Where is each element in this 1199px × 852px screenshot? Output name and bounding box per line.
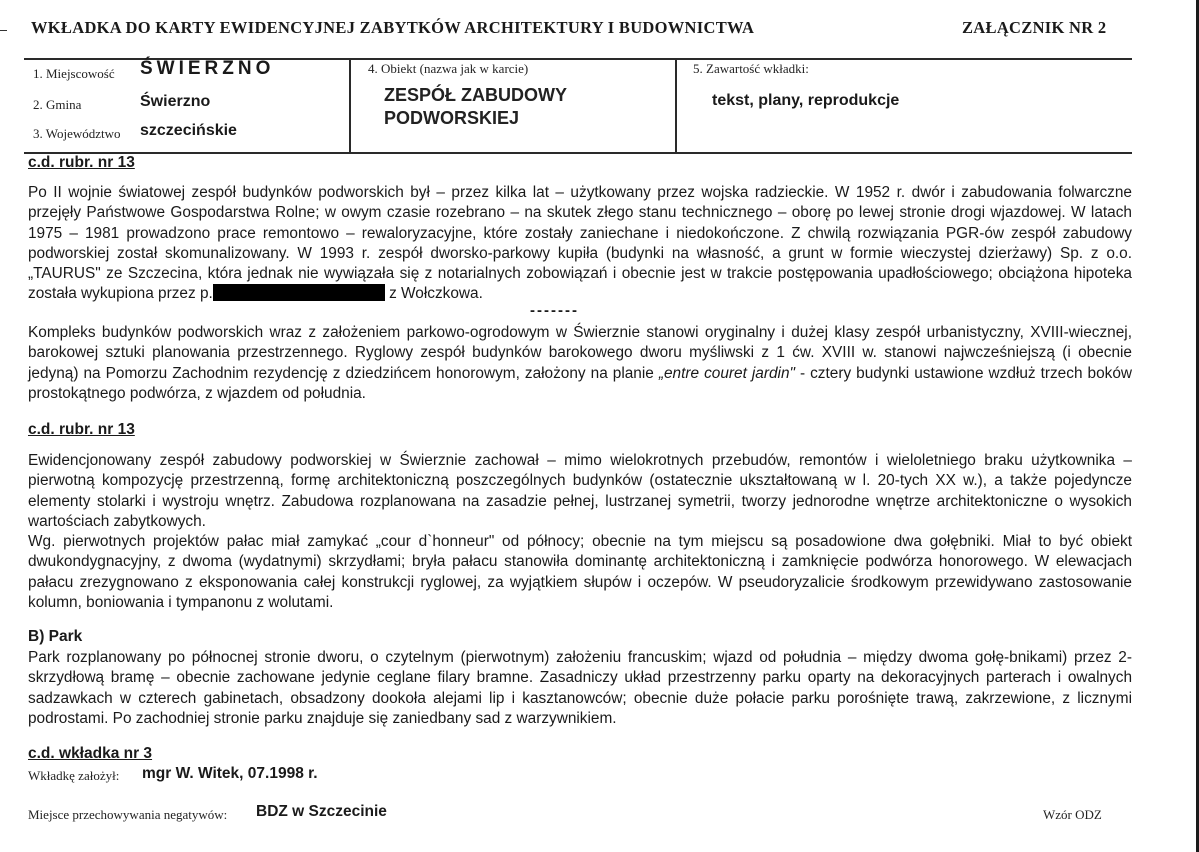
section-2-body bbox=[28, 451, 1132, 613]
bottom-rule bbox=[24, 152, 1132, 154]
section-1-paragraph-2 bbox=[28, 323, 1132, 404]
section-2-paragraph-2: Wg. pierwotnych projektów pałac miał zamykać „cour d`honneur" od północy; obecnie na tym miejscu są posadowione dwa gołębniki. Miał to być obiekt dwukondygnacyjny, z dwoma (wydatnymi) skrzydłami; bryła pałacu stanowiła dominantę architektoniczną i zamknięcie podwórza honorowego. W elewacjach pałacu zrezygnowano z eksponowania całej konstrukcji ryglowej, za wyjątkiem słupów i oczepów. W pseudoryzalicie środkowym przewidywano zastosowanie kolumn, boniowania i tympanonu z wolutami. bbox=[28, 533, 1132, 612]
voivodeship-label: 3. Województwo bbox=[33, 126, 121, 141]
corner-mark bbox=[0, 30, 7, 31]
paragraph-1-tail: z Wołczkowa. bbox=[384, 285, 483, 303]
section-1-paragraph-1 bbox=[28, 183, 1132, 305]
object-value-line-2: PODWORSKIEJ bbox=[384, 108, 520, 128]
section-2-paragraph-1: Ewidencjonowany zespół zabudowy podworskiej w Świerznie zachował – mimo wielokrotnych przebudów, remontów i wieloletniego braku użytkownika – pierwotną kompozycję przestrzenną, formę architektoniczną poszczególnych budynków (ostatecznie ukształtowaną w l. 20-tych XX w.), a także pojedyncze elementy stolarki i wystroju wnętrz. Zabudowa rozplanowana na zasadzie pełnej, lustrzanej symetrii, tworzy jednorodne wnętrze architektoniczne o wysokich wartościach zabytkowych. bbox=[28, 452, 1132, 530]
founder-value: mgr W. Witek, 07.1998 r. bbox=[142, 765, 318, 782]
annex-number: ZAŁĄCZNIK NR 2 bbox=[962, 18, 1107, 37]
contents-value: tekst, plany, reprodukcje bbox=[712, 92, 900, 109]
object-value bbox=[384, 84, 567, 130]
section-1-heading: c.d. rubr. nr 13 bbox=[28, 154, 135, 171]
locality-value: ŚWIERZNO bbox=[140, 58, 275, 79]
park-paragraph: Park rozplanowany po północnej stronie dworu, o czytelnym (pierwotnym) założeniu francuskim; wjazd od południa – między dwoma gołę-bnikami) przez 2-skrzydłową bramę – obecnie zachowane jedynie ceglane filary bramne. Zasadniczy układ przestrzenny parku oparty na dekoracyjnych parterach i owalnych sadzawkach w czterech gabinetach, obsadzony dookoła alejami lip i kasztanowców; obecnie duże połacie parku porośnięte trawą, zakrzewione, z licznymi podrostami. Po zachodniej stronie parku znajduje się zaniedbany sad z warzywnikiem. bbox=[28, 649, 1132, 727]
paragraph-2-tail: - cztery budynki ustawione wzdłuż trzech boków prostokątnego podwórza, z wjazdem od południa. bbox=[28, 364, 1132, 402]
locality-label: 1. Miejscowość bbox=[33, 66, 115, 81]
negatives-label: Miejsce przechowywania negatywów: bbox=[28, 807, 228, 822]
redaction-box bbox=[213, 284, 385, 301]
park-heading: B) Park bbox=[28, 628, 83, 645]
section-2-heading: c.d. rubr. nr 13 bbox=[28, 421, 135, 438]
object-value-line-1: ZESPÓŁ ZABUDOWY bbox=[384, 85, 567, 105]
form-pattern: Wzór ODZ bbox=[1043, 807, 1102, 822]
paragraph-2-text: Kompleks budynków podworskich wraz z założeniem parkowo-ogrodowym w Świerznie stanowi oryginalny i dużej klasy zespół urbanistyczny, XVIII-wiecznej, barokowej sztuki planowania przestrzennego. Ryglowy zespół budynków barokowego dworu myśliwski z 1 ćw. XVIII w. stanowi najwcześniejszą (i obecnie jedyną) na Pomorzu Zachodnim rezydencję z dziedzińcem honorowym, założony na planie bbox=[28, 324, 1132, 382]
paragraph-1-text: Po II wojnie światowej zespół budynków podworskich był – przez kilka lat – użytkowany przez wojska radzieckie. W 1952 r. dwór i zabudowania folwarczne przejęły Państwowe Gospodarstwa Rolne; w owym czasie rozebrano – na skutek złego stanu technicznego – oborę po lewej stronie drogi wjazdowej. W latach 1975 – 1981 prowadzono prace remontowo – rewaloryzacyjne, które zostały zaniechane i niedokończone. Z chwilą rozwiązania PGR-ów zespół zabudowy podworskiej został skomunalizowany. W 1993 r. zespół dworsko-parkowy kupiła (budynki na własność, a grunt w formie wieczystej dzierżawy) Sp. z o.o. „TAURUS" ze Szczecina, która jednak nie wywiązała się z notarialnych zobowiązań i obecnie jest w trakcie postępowania upadłościowego; obciążona hipoteka została wykupiona przez p. bbox=[28, 184, 1132, 303]
commune-value: Świerzno bbox=[140, 93, 211, 110]
insert-heading: c.d. wkładka nr 3 bbox=[28, 745, 153, 762]
negatives-value: BDZ w Szczecinie bbox=[256, 803, 387, 820]
commune-label: 2. Gmina bbox=[33, 97, 82, 112]
founder-label: Wkładkę założył: bbox=[28, 768, 120, 783]
column-divider-2 bbox=[675, 58, 677, 153]
form-title: WKŁADKA DO KARTY EWIDENCYJNEJ ZABYTKÓW ARCHITEKTURY I BUDOWNICTWA bbox=[31, 18, 755, 37]
voivodeship-value: szczecińskie bbox=[140, 122, 237, 139]
column-divider-1 bbox=[349, 58, 351, 153]
contents-label: 5. Zawartość wkładki: bbox=[693, 61, 809, 76]
object-label: 4. Obiekt (nazwa jak w karcie) bbox=[368, 61, 529, 76]
paragraph-2-italic: „entre couret jardin" bbox=[658, 364, 795, 382]
separator: ------- bbox=[530, 302, 579, 319]
